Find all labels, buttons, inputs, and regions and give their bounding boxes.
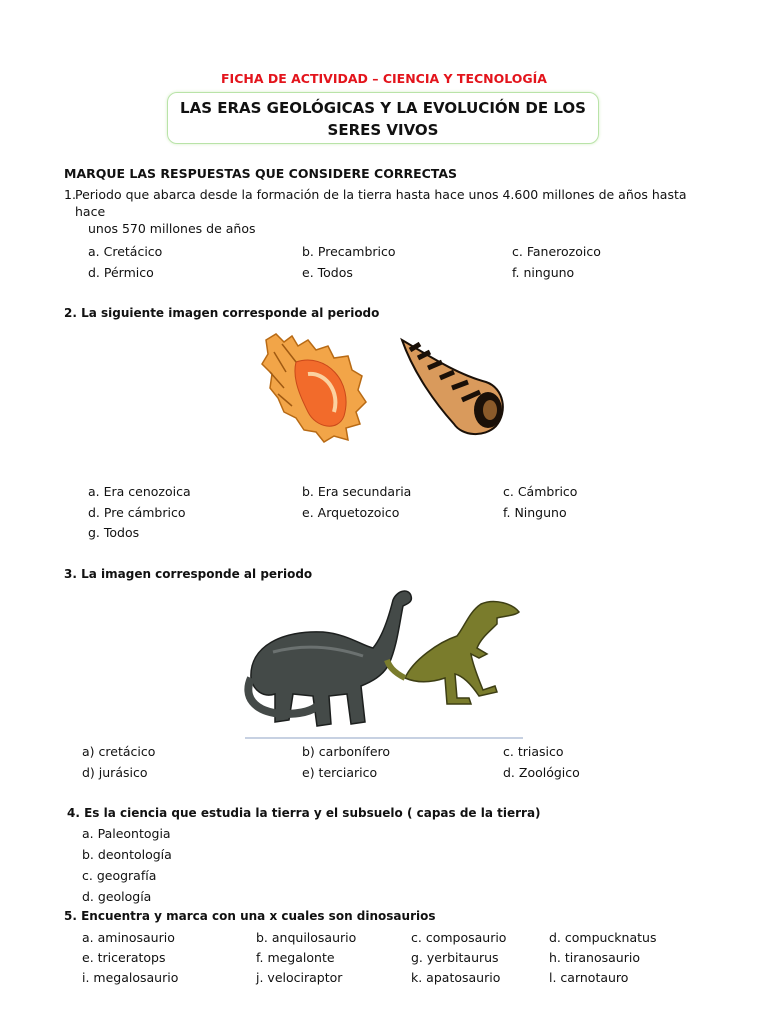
q2-option-e[interactable]: e. Arquetozoico	[302, 505, 400, 520]
q5-option-c[interactable]: c. composaurio	[411, 930, 507, 945]
q1-option-c[interactable]: c. Fanerozoico	[512, 244, 601, 259]
q5-option-b[interactable]: b. anquilosaurio	[256, 930, 357, 945]
q5-option-d[interactable]: d. compucknatus	[549, 930, 657, 945]
q5-option-g[interactable]: g. yerbitaurus	[411, 950, 499, 965]
page-title-line2: SERES VIVOS	[327, 121, 439, 139]
q3-option-c[interactable]: c. triasico	[503, 744, 564, 759]
conch-shell-image	[256, 332, 372, 444]
q5-option-k[interactable]: k. apatosaurio	[411, 970, 501, 985]
q1-number: 1.	[64, 187, 76, 202]
q1-option-b[interactable]: b. Precambrico	[302, 244, 396, 259]
q3-option-e[interactable]: e) terciarico	[302, 765, 378, 780]
instructions: MARQUE LAS RESPUESTAS QUE CONSIDERE CORRECTAS	[64, 166, 458, 181]
q5-option-h[interactable]: h. tiranosaurio	[549, 950, 640, 965]
q3-option-f[interactable]: d. Zoológico	[503, 765, 580, 780]
q2-option-a[interactable]: a. Era cenozoica	[88, 484, 191, 499]
q5-option-l[interactable]: l. carnotauro	[549, 970, 629, 985]
q5-option-e[interactable]: e. triceratops	[82, 950, 166, 965]
q1-option-d[interactable]: d. Pérmico	[88, 265, 154, 280]
q5-prompt: 5. Encuentra y marca con una x cuales son dinosaurios	[64, 909, 436, 923]
q4-prompt: 4. Es la ciencia que estudia la tierra y el subsuelo ( capas de la tierra)	[67, 806, 541, 820]
q2-option-f[interactable]: f. Ninguno	[503, 505, 567, 520]
q1-text-line1: Periodo que abarca desde la formación de la tierra hasta hace unos 4.600 millones de años hasta hace	[75, 187, 687, 219]
q5-option-i[interactable]: i. megalosaurio	[82, 970, 179, 985]
q3-option-d[interactable]: d) jurásico	[82, 765, 148, 780]
page-title-line1: LAS ERAS GEOLÓGICAS Y LA EVOLUCIÓN DE LOS	[180, 99, 586, 117]
q4-option-c[interactable]: c. geografía	[82, 868, 157, 883]
q2-option-b[interactable]: b. Era secundaria	[302, 484, 412, 499]
q1-option-a[interactable]: a. Cretácico	[88, 244, 163, 259]
q2-option-c[interactable]: c. Cámbrico	[503, 484, 578, 499]
q4-option-b[interactable]: b. deontología	[82, 847, 172, 862]
sheet-title: FICHA DE ACTIVIDAD – CIENCIA Y TECNOLOGÍA	[221, 71, 547, 86]
q3-option-a[interactable]: a) cretácico	[82, 744, 156, 759]
q4-option-d[interactable]: d. geología	[82, 889, 152, 904]
q5-option-a[interactable]: a. aminosaurio	[82, 930, 175, 945]
q2-prompt: 2. La siguiente imagen corresponde al periodo	[64, 306, 380, 320]
q1-option-f[interactable]: f. ninguno	[512, 265, 575, 280]
q1-text-line2: unos 570 millones de años	[88, 221, 256, 236]
q5-option-f[interactable]: f. megalonte	[256, 950, 335, 965]
q5-option-j[interactable]: j. velociraptor	[256, 970, 343, 985]
q2-option-g[interactable]: g. Todos	[88, 525, 140, 540]
title-box	[167, 92, 599, 144]
q3-option-b[interactable]: b) carbonífero	[302, 744, 391, 759]
dinosaurs-image	[243, 586, 525, 740]
spiral-shell-image	[396, 334, 516, 444]
q3-prompt: 3. La imagen corresponde al periodo	[64, 567, 313, 581]
q4-option-a[interactable]: a. Paleontogia	[82, 826, 171, 841]
q1-text	[64, 186, 714, 237]
q2-option-d[interactable]: d. Pre cámbrico	[88, 505, 186, 520]
q1-option-e[interactable]: e. Todos	[302, 265, 353, 280]
